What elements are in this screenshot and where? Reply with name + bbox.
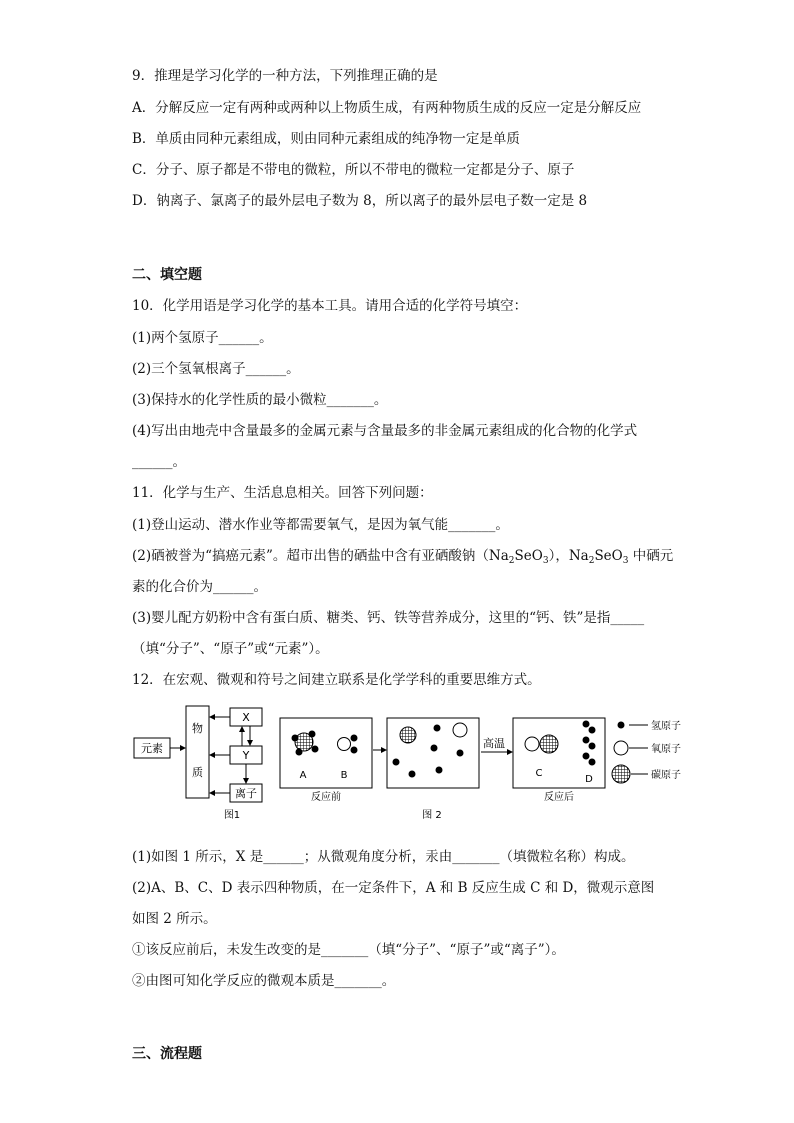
label-b: B bbox=[340, 770, 348, 781]
substance-char-1: 物 bbox=[192, 722, 203, 735]
figure-1 bbox=[134, 706, 262, 821]
label-a: A bbox=[299, 770, 307, 781]
after-caption: 反应后 bbox=[544, 792, 574, 803]
q11-item-2-text-a: (2)硒被誉为“搞癌元素”。超市出售的硒盐中含有亚硒酸钠（Na bbox=[132, 548, 509, 564]
q11-item-3: (3)婴儿配方奶粉中含有蛋白质、糖类、钙、铁等营养成分，这里的“钙、铁”是指_____ bbox=[132, 610, 645, 626]
figure-2-before bbox=[280, 718, 372, 803]
fig2-caption: 图 2 bbox=[422, 810, 442, 821]
q10-item-2: (2)三个氢氧根离子______。 bbox=[132, 361, 300, 377]
figure-2-atoms bbox=[387, 718, 479, 821]
q11-item-2-cont: 素的化合价为______。 bbox=[132, 579, 267, 595]
q9-option-c: C．分子、原子都是不带电的微粒，所以不带电的微粒一定都是分子、原子 bbox=[132, 162, 575, 178]
q9-option-d: D．钠离子、氯离子的最外层电子数为 8，所以离子的最外层电子数一定是 8 bbox=[132, 193, 588, 209]
substance-char-2: 质 bbox=[192, 766, 203, 779]
q11-item-2-sub-3: 2 bbox=[588, 556, 595, 566]
fig1-caption: 图1 bbox=[223, 810, 241, 821]
q11-stem: 11．化学与生产、生活息息相关。回答下列问题： bbox=[132, 485, 433, 501]
q11-item-2 bbox=[132, 547, 673, 565]
q10-stem: 10．化学用语是学习化学的基本工具。请用合适的化学符号填空： bbox=[132, 298, 528, 314]
q12-item-2: (2)A、B、C、D 表示四种物质，在一定条件下，A 和 B 反应生成 C 和 D，微观示意图 bbox=[132, 880, 655, 896]
q11-item-2-text-c: ），Na bbox=[548, 548, 589, 564]
legend bbox=[612, 719, 681, 783]
q11-item-2-sub-4: 3 bbox=[622, 556, 629, 566]
q12-item-1: (1)如图 1 所示，X 是______；从微观角度分析，汞由_______（填微粒名称）构成。 bbox=[132, 849, 635, 865]
element-label: 元素 bbox=[141, 742, 163, 755]
q9-option-b: B．单质由同种元素组成，则由同种元素组成的纯净物一定是单质 bbox=[132, 131, 520, 147]
section-title-fill-in: 二、填空题 bbox=[132, 267, 202, 283]
label-c: C bbox=[535, 768, 543, 779]
q11-item-2-text-d: SeO bbox=[594, 548, 623, 564]
legend-hydrogen: 氢原子 bbox=[651, 721, 681, 732]
q11-item-2-sub-1: 2 bbox=[508, 556, 515, 566]
q11-item-3-cont: （填“分子”、“原子”或“元素”）。 bbox=[132, 641, 329, 657]
q10-item-4-cont: ______。 bbox=[132, 454, 186, 470]
q12-sub-2: ②由图可知化学反应的微观本质是_______。 bbox=[132, 973, 396, 989]
q10-item-4: (4)写出由地壳中含量最多的金属元素与含量最多的非金属元素组成的化合物的化学式 bbox=[132, 423, 638, 439]
x-label: X bbox=[242, 711, 250, 724]
label-d: D bbox=[585, 774, 593, 785]
q12-stem: 12．在宏观、微观和符号之间建立联系是化学学科的重要思维方式。 bbox=[132, 672, 541, 688]
q10-item-1: (1)两个氢原子______。 bbox=[132, 330, 273, 346]
q12-item-2-cont: 如图 2 所示。 bbox=[132, 911, 217, 927]
q10-item-3: (3)保持水的化学性质的最小微粒_______。 bbox=[132, 392, 388, 408]
before-caption: 反应前 bbox=[311, 792, 341, 803]
ion-label: 离子 bbox=[235, 787, 257, 800]
y-label: Y bbox=[242, 749, 250, 762]
legend-oxygen: 氧原子 bbox=[651, 744, 681, 755]
q9-stem: 9．推理是学习化学的一种方法，下列推理正确的是 bbox=[132, 68, 438, 84]
q11-item-2-sub-2: 3 bbox=[542, 556, 549, 566]
q11-item-2-text-e: 中硒元 bbox=[628, 548, 674, 564]
before-box bbox=[280, 718, 372, 788]
q12-figure bbox=[132, 700, 692, 830]
section-title-process: 三、流程题 bbox=[132, 1046, 202, 1062]
figure-2-after bbox=[513, 718, 605, 803]
q11-item-1: (1)登山运动、潜水作业等都需要氧气，是因为氧气能_______。 bbox=[132, 517, 509, 533]
q9-option-a: A．分解反应一定有两种或两种以上物质生成，有两种物质生成的反应一定是分解反应 bbox=[132, 100, 642, 116]
q11-item-2-text-b: SeO bbox=[514, 548, 543, 564]
substance-box bbox=[186, 706, 209, 798]
legend-carbon: 碳原子 bbox=[651, 770, 681, 781]
q12-sub-1: ①该反应前后，未发生改变的是_______（填“分子”、“原子”或“离子”）。 bbox=[132, 942, 565, 958]
condition-label: 高温 bbox=[483, 737, 505, 750]
